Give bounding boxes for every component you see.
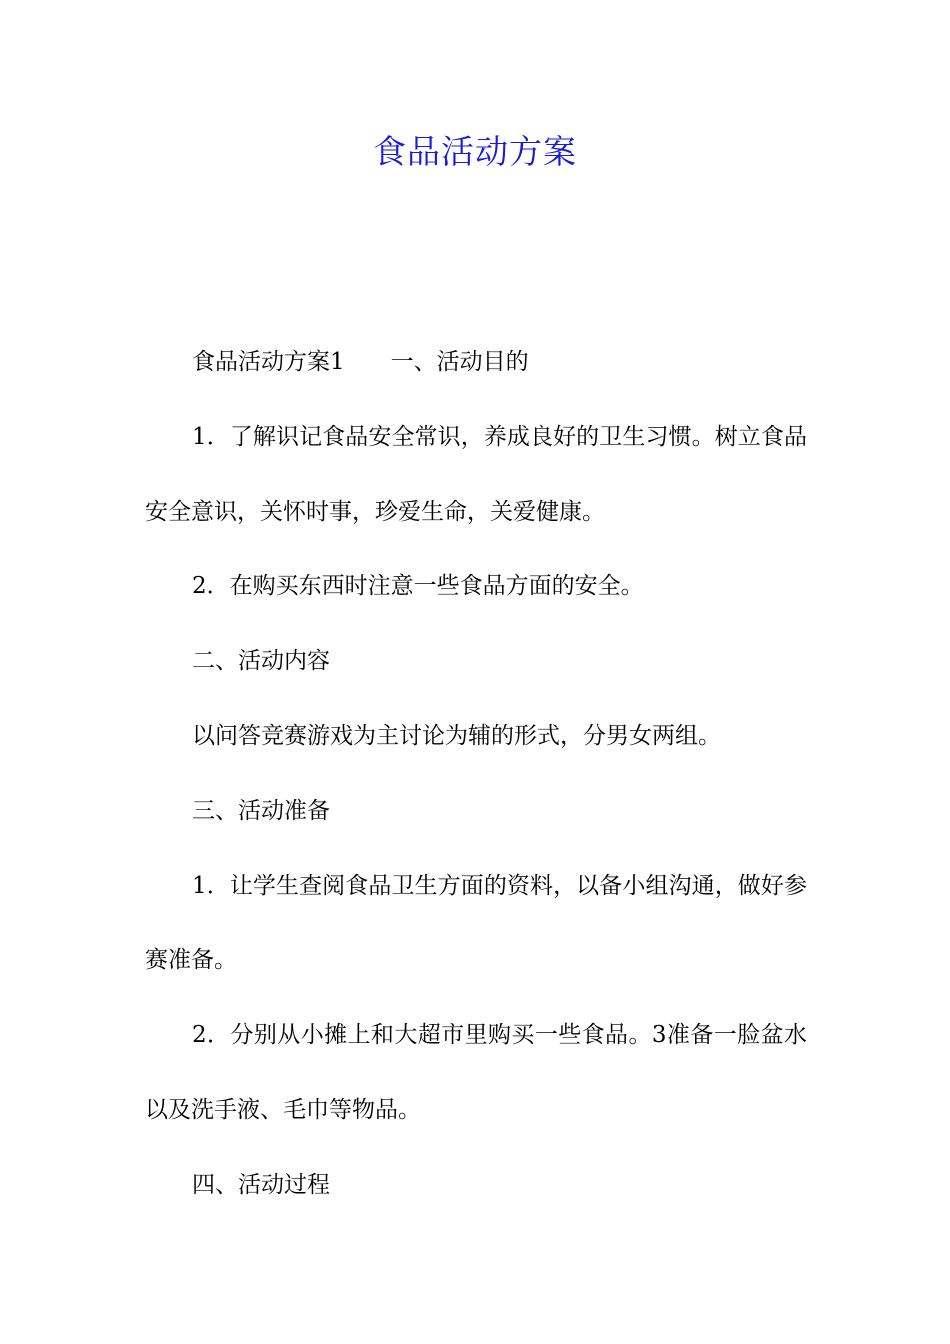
- paragraph-content: 以问答竞赛游戏为主讨论为辅的形式，分男女两组。: [192, 722, 721, 749]
- paragraph-intro: [145, 325, 807, 400]
- heading-objective: 一、活动目的: [390, 349, 529, 375]
- paragraph-preparation-2: 2．分别从小摊上和大超市里购买一些食品。3准备一脸盆水以及洗手液、毛巾等物品。: [145, 1022, 807, 1123]
- section-heading: 食品活动方案1: [192, 349, 345, 375]
- heading-preparation: 三、活动准备: [192, 797, 330, 824]
- document-title: 食品活动方案: [373, 132, 577, 171]
- heading-content: 二、活动内容: [192, 648, 330, 675]
- paragraph-objective-1: 1．了解识记食品安全常识，养成良好的卫生习惯。树立食品安全意识，关怀时事，珍爱生命，关爱健康。: [145, 423, 807, 525]
- heading-process: 四、活动过程: [192, 1171, 330, 1198]
- document-body: [145, 325, 807, 1223]
- paragraph-preparation-1: 1．让学生查阅食品卫生方面的资料，以备小组沟通，做好参赛准备。: [145, 872, 807, 974]
- paragraph-objective-2: 2．在购买东西时注意一些食品方面的安全。: [192, 573, 644, 600]
